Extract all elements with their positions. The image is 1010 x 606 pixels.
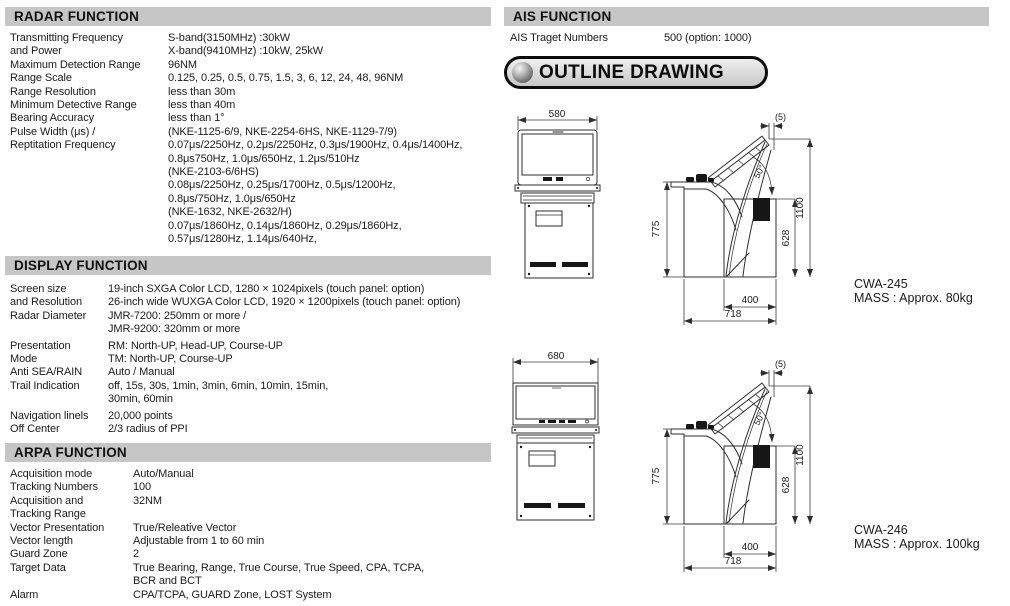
- spec-row: [10, 32, 491, 45]
- spec-value: less than 1°: [168, 112, 225, 125]
- spec-label: [10, 220, 168, 233]
- dim-front-height: 775: [651, 467, 662, 485]
- spec-value: (NKE-2103-6/6HS): [168, 166, 259, 179]
- outline-drawing-title: OUTLINE DRAWING: [539, 61, 724, 83]
- model-label-cwa-245: [854, 277, 973, 305]
- dim-top-gap: (5): [775, 359, 786, 369]
- spec-value: 0.125, 0.25, 0.5, 0.75, 1.5, 3, 6, 12, 24, 48, 96NM: [168, 72, 404, 85]
- spec-label: Acquisition mode: [10, 468, 93, 480]
- spec-row: [10, 99, 491, 112]
- spec-value: 0.8μs750Hz, 1.0μs/650Hz, 1.2μs/510Hz: [168, 152, 360, 165]
- dim-mid-height: 628: [781, 229, 792, 247]
- ais-spec-table: [504, 32, 989, 45]
- section-radar-function: [5, 7, 491, 247]
- spec-row: [10, 166, 491, 179]
- spec-value: CPA/TCPA, GUARD Zone, LOST System: [133, 588, 332, 601]
- spec-label: [10, 166, 168, 179]
- model-number: CWA-246: [854, 523, 908, 537]
- sphere-icon: [512, 62, 533, 83]
- spec-value: off, 15s, 30s, 1min, 3min, 6min, 10min, 15min,: [108, 379, 329, 392]
- spec-value: X-band(9410MHz) :10kW, 25kW: [168, 45, 324, 58]
- spec-row: [10, 86, 491, 99]
- spec-value: 96NM: [168, 58, 197, 71]
- name-plate: [536, 211, 562, 226]
- spec-row: [10, 193, 491, 206]
- trackball: [696, 174, 707, 182]
- spec-row: [10, 423, 491, 436]
- spec-label: [10, 179, 168, 192]
- spec-row: [10, 380, 491, 393]
- spec-value: 19-inch SXGA Color LCD, 1280 × 1024pixels (touch panel: option): [108, 283, 425, 295]
- spec-row: [10, 508, 491, 521]
- spec-row: [10, 366, 491, 379]
- spec-value: 0.8μs/750Hz, 1.0μs/650Hz: [168, 192, 296, 205]
- dim-total-height: 1100: [795, 444, 806, 466]
- spec-value: 32NM: [133, 494, 162, 507]
- spec-label: [10, 323, 108, 336]
- vent-slot: [558, 503, 585, 508]
- ais-function-header: [504, 7, 989, 26]
- spec-label: Minimum Detective Range: [10, 99, 137, 112]
- spec-value: BCR and BCT: [133, 575, 202, 588]
- section-ais-function: [504, 7, 989, 45]
- spec-row: [10, 139, 491, 152]
- dim-mid-height: 628: [781, 476, 792, 494]
- connector-panel: [753, 445, 770, 468]
- spec-value: 2/3 radius of PPI: [108, 423, 188, 436]
- spec-label: Pulse Width (μs) /: [10, 125, 96, 138]
- spec-row: [10, 112, 491, 125]
- spec-label: Presentation: [10, 339, 71, 352]
- front-view-drawing: [512, 352, 599, 520]
- spec-value: S-band(3150MHz) :30kW: [168, 32, 291, 44]
- spec-value: JMR-7200: 250mm or more /: [108, 309, 247, 322]
- spec-value: 20,000 points: [108, 409, 173, 422]
- spec-row: [10, 410, 491, 423]
- spec-value: 2: [133, 548, 140, 561]
- spec-label: Trail Indication: [10, 379, 80, 392]
- radar-function-header: [5, 7, 491, 26]
- spec-label: [10, 153, 168, 166]
- dim-front-width: 680: [547, 352, 565, 362]
- spec-value: Adjustable from 1 to 60 min: [133, 535, 265, 548]
- spec-value: 0.57μs/1280Hz, 1.14μs/640Hz,: [168, 233, 317, 246]
- model-mass: MASS : Approx. 80kg: [854, 291, 973, 305]
- spec-label: Transmitting Frequency: [10, 32, 123, 44]
- spec-label: Mode: [10, 353, 38, 366]
- vent-slot: [530, 262, 556, 267]
- spec-value: less than 30m: [168, 85, 236, 98]
- keyboard-shelf: [515, 185, 600, 191]
- monitor-screen: [516, 386, 595, 419]
- section-arpa-function: [5, 443, 491, 602]
- monitor-screen: [522, 134, 593, 175]
- spec-row: [10, 310, 491, 323]
- spec-row: [10, 589, 491, 602]
- spec-label: Guard Zone: [10, 548, 68, 561]
- side-view-drawing: [651, 359, 810, 572]
- spec-value: JMR-9200: 320mm or more: [108, 323, 241, 336]
- spec-value: 0.07μs/2250Hz, 0.2μs/2250Hz, 0.3μs/1900Hz, 0.4μs/1400Hz,: [168, 139, 463, 152]
- spec-row: [10, 126, 491, 139]
- arpa-function-header: [5, 443, 491, 462]
- spec-value: 500 (option: 1000): [664, 32, 752, 44]
- spec-value: 0.08μs/2250Hz, 0.25μs/1700Hz, 0.5μs/1200Hz,: [168, 179, 396, 192]
- dim-front-height: 775: [651, 220, 662, 238]
- spec-value: RM: North-UP, Head-UP, Course-UP: [108, 339, 283, 352]
- section-title: RADAR FUNCTION: [14, 9, 140, 24]
- spec-label: [10, 393, 108, 406]
- spec-label: Tracking Numbers: [10, 481, 98, 494]
- monitor-bezel: [518, 130, 597, 185]
- spec-label: [10, 575, 133, 588]
- outline-drawing-cwa-246: [503, 352, 1008, 592]
- name-plate: [529, 451, 555, 466]
- dim-base-depth: 400: [741, 542, 759, 553]
- spec-row: [10, 575, 491, 588]
- spec-value: Auto/Manual: [133, 468, 194, 480]
- section-title: ARPA FUNCTION: [14, 445, 127, 460]
- spec-row: [10, 296, 491, 309]
- section-title: DISPLAY FUNCTION: [14, 258, 148, 273]
- display-function-header: [5, 256, 491, 275]
- spec-row: [10, 72, 491, 85]
- outline-drawing-banner: [504, 56, 768, 89]
- spec-row: [10, 233, 491, 246]
- spec-value: 0.07μs/1860Hz, 0.14μs/1860Hz, 0.29μs/1860Hz,: [168, 219, 402, 232]
- spec-value: 26-inch wide WUXGA Color LCD, 1920 × 1200pixels (touch panel: option): [108, 296, 461, 309]
- section-display-function: [5, 256, 491, 436]
- spec-label: [10, 193, 168, 206]
- spec-row: [10, 522, 491, 535]
- spec-label: Target Data: [10, 561, 66, 574]
- spec-row: [10, 548, 491, 561]
- dim-base-depth: 400: [741, 295, 759, 306]
- spec-row: [10, 393, 491, 406]
- spec-label: Reptitation Frequency: [10, 139, 116, 152]
- dim-total-depth: 718: [724, 309, 742, 320]
- spec-row: [10, 153, 491, 166]
- spec-label: and Resolution: [10, 296, 82, 309]
- arpa-spec-table: [5, 468, 491, 602]
- spec-value: True/Releative Vector: [133, 521, 237, 534]
- model-mass: MASS : Approx. 100kg: [854, 537, 980, 551]
- spec-row: [10, 495, 491, 508]
- section-title: AIS FUNCTION: [513, 9, 612, 24]
- spec-value: [133, 508, 491, 521]
- dim-top-gap: (5): [775, 112, 786, 122]
- spec-row: [10, 179, 491, 192]
- spec-label: AIS Traget Numbers: [510, 32, 608, 44]
- spec-label: Navigation linels: [10, 409, 89, 422]
- model-label-cwa-246: [854, 523, 980, 551]
- spec-label: Off Center: [10, 423, 60, 436]
- spec-row: [10, 59, 491, 72]
- spec-label: [10, 233, 168, 246]
- trackball: [696, 421, 707, 429]
- dim-tilt-angle: 50°: [751, 163, 767, 180]
- spec-row: [10, 481, 491, 494]
- spec-label: Vector Presentation: [10, 521, 105, 534]
- spec-label: Radar Diameter: [10, 309, 87, 322]
- spec-value: less than 40m: [168, 99, 236, 112]
- spec-value: Auto / Manual: [108, 366, 175, 379]
- spec-value: TM: North-UP, Course-UP: [108, 353, 233, 366]
- dim-tilt-angle: 50°: [751, 410, 767, 427]
- spec-row: [10, 468, 491, 481]
- side-view-drawing: [651, 112, 810, 325]
- spec-row: [10, 220, 491, 233]
- spec-label: Maximum Detection Range: [10, 58, 141, 71]
- dim-total-height: 1100: [795, 197, 806, 219]
- spec-label: [10, 206, 168, 219]
- spec-row: [10, 206, 491, 219]
- display-spec-table: [5, 283, 491, 436]
- spec-label: Acquisition and: [10, 494, 84, 507]
- spec-label: Range Resolution: [10, 85, 96, 98]
- spec-row: [510, 32, 989, 45]
- spec-row: [10, 340, 491, 353]
- spec-value: 100: [133, 481, 152, 494]
- spec-row: [10, 353, 491, 366]
- spec-value: (NKE-1125-6/9, NKE-2254-6HS, NKE-1129-7/9): [168, 125, 397, 138]
- dim-total-depth: 718: [724, 556, 742, 567]
- spec-label: Screen size: [10, 283, 67, 295]
- spec-row: [10, 283, 491, 296]
- vent-slot: [524, 503, 551, 508]
- radar-spec-table: [5, 32, 491, 247]
- spec-value: (NKE-1632, NKE-2632/H): [168, 206, 292, 219]
- spec-row: [10, 323, 491, 336]
- model-number: CWA-245: [854, 277, 908, 291]
- vent-slot: [562, 262, 588, 267]
- spec-value: 30min, 60min: [108, 393, 173, 406]
- spec-label: Vector length: [10, 535, 73, 548]
- spec-label: Range Scale: [10, 72, 72, 85]
- spec-row: [10, 562, 491, 575]
- spec-row: [10, 535, 491, 548]
- spec-label: and Power: [10, 45, 62, 58]
- spec-label: Anti SEA/RAIN: [10, 366, 83, 379]
- spec-value: True Bearing, Range, True Course, True Speed, CPA, TCPA,: [133, 561, 425, 574]
- spec-label: Alarm: [10, 588, 39, 601]
- spec-label: Bearing Accuracy: [10, 112, 94, 125]
- front-view-drawing: [515, 109, 600, 278]
- spec-row: [10, 45, 491, 58]
- spec-label: Tracking Range: [10, 508, 86, 521]
- connector-panel: [753, 198, 770, 221]
- keyboard-shelf: [512, 427, 599, 433]
- dim-front-width: 580: [548, 109, 566, 120]
